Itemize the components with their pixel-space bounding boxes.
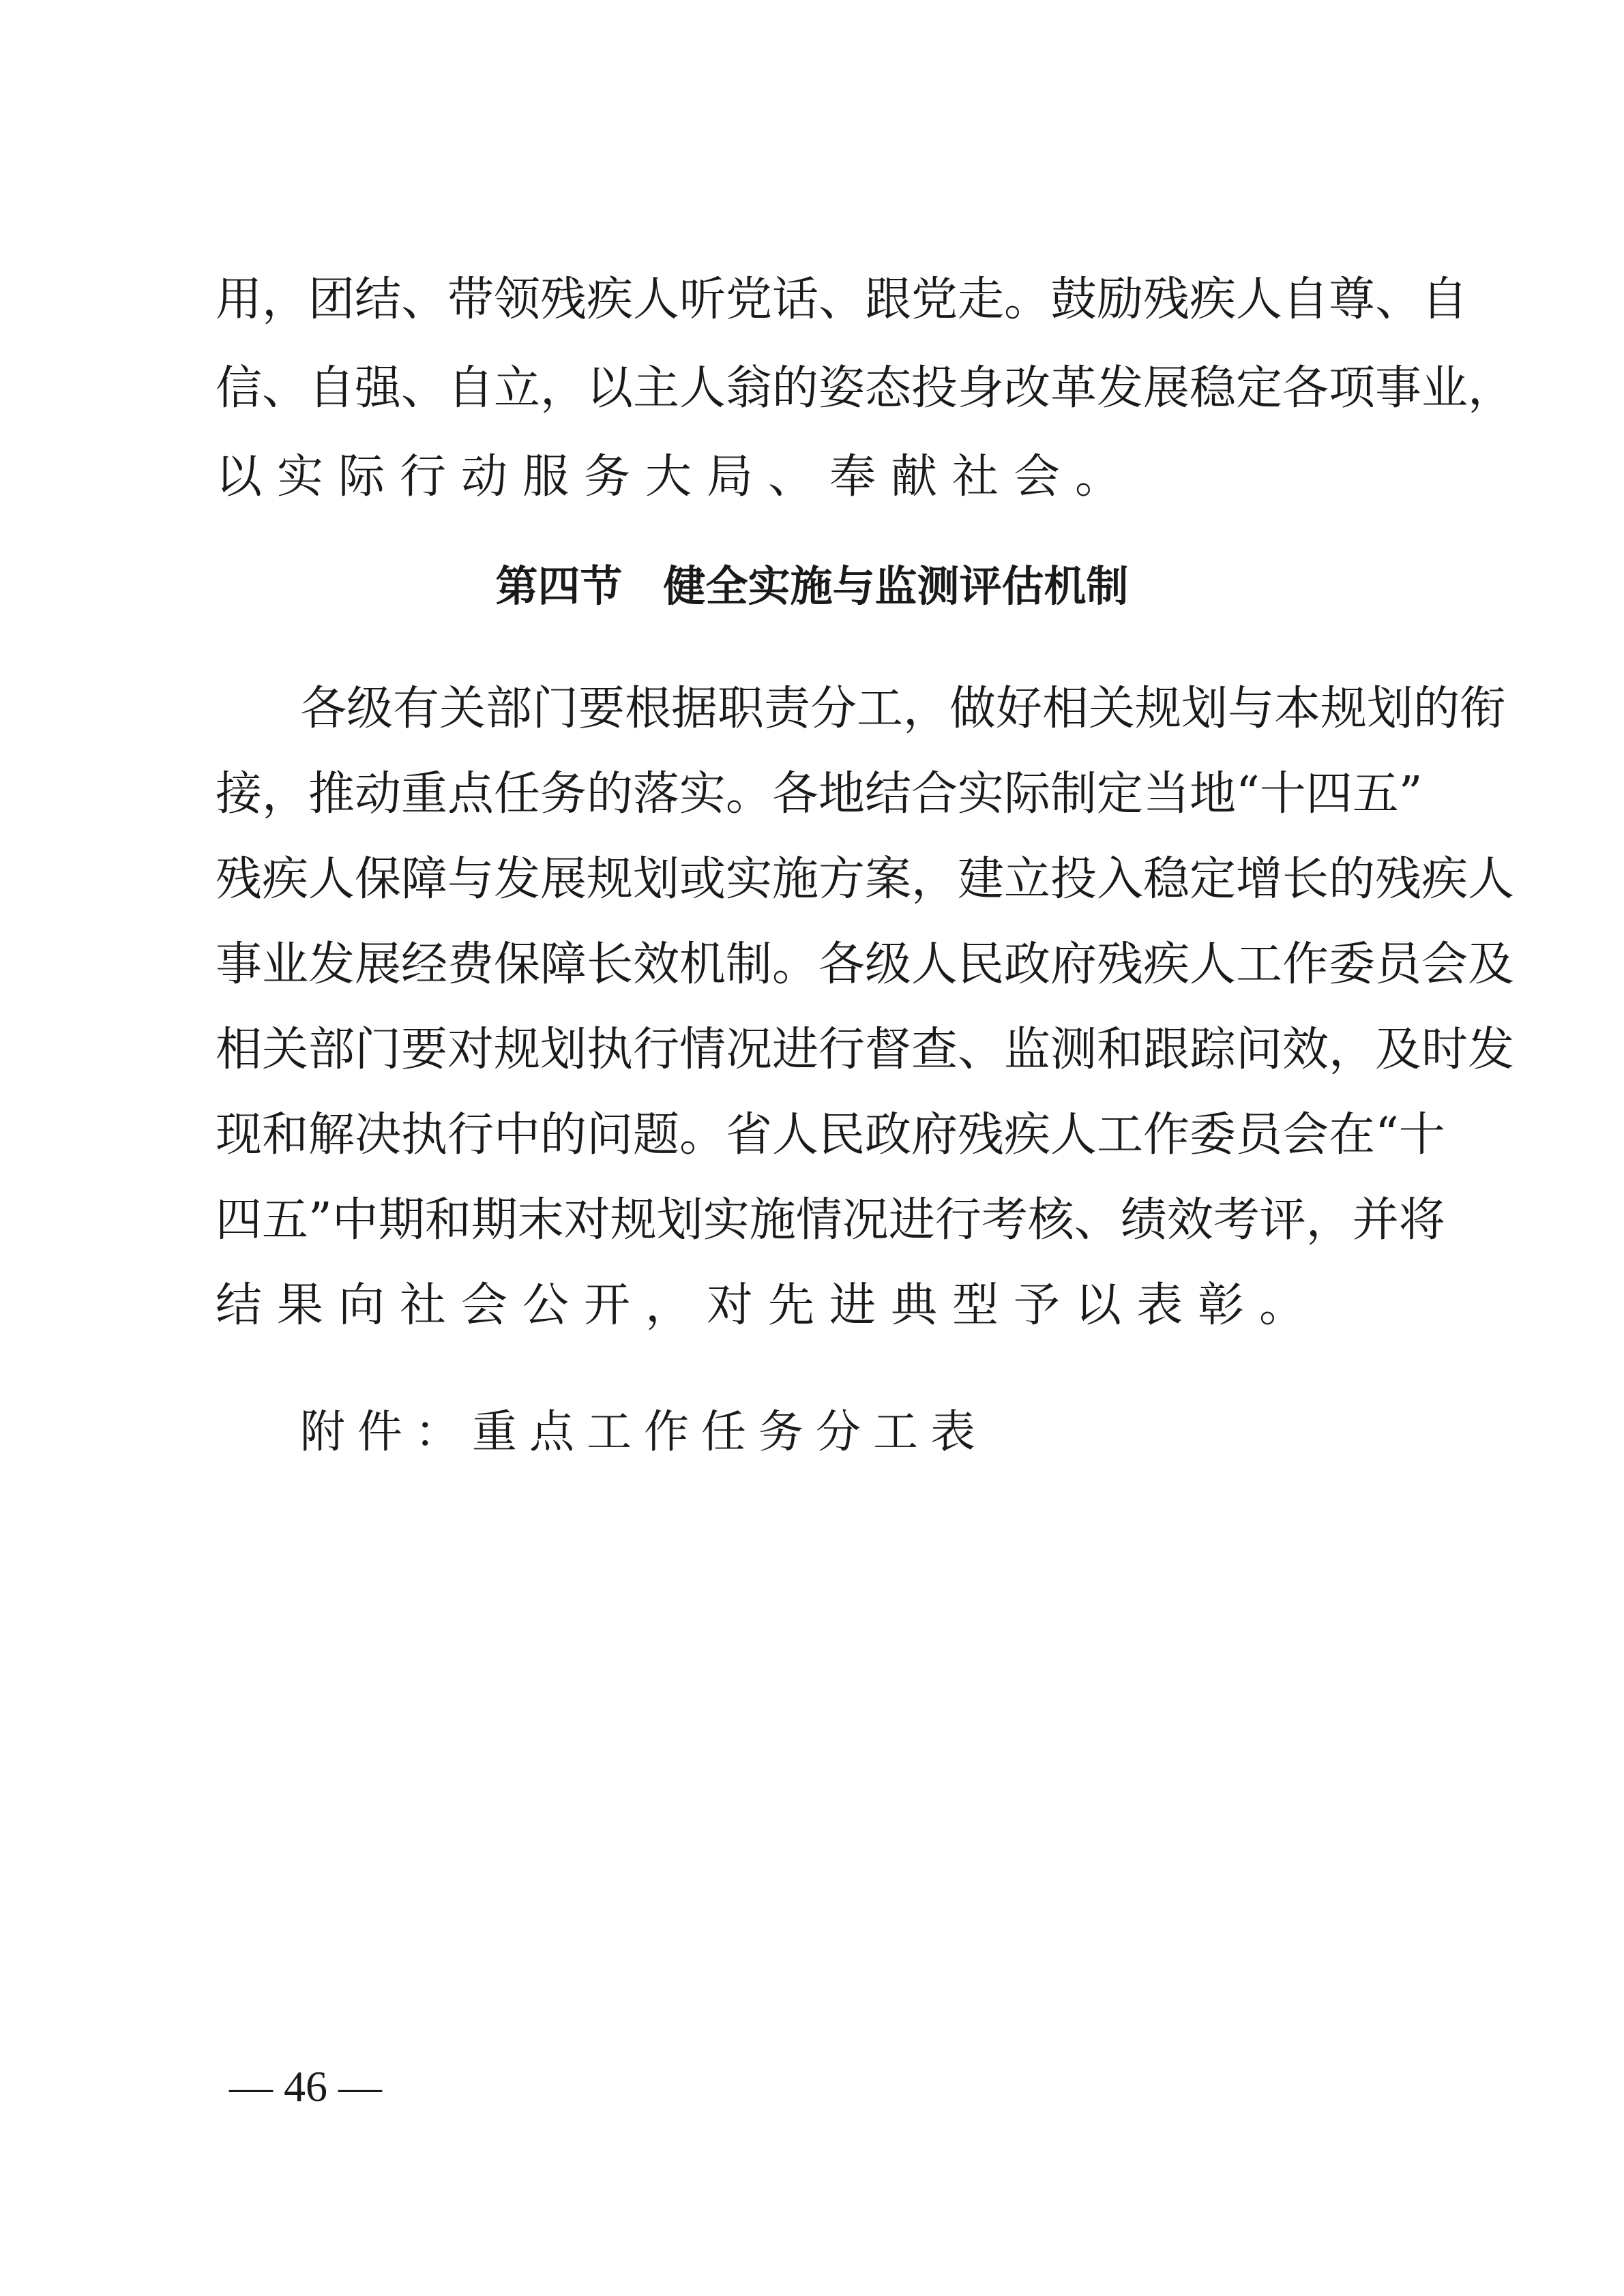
- section-number: 第四节: [495, 561, 623, 611]
- body-text-line: 以实际行动服务大局、奉献社会。: [216, 450, 1137, 504]
- body-text-line: 接，推动重点任务的落实。各地结合实际制定当地“十四五”: [216, 767, 1423, 821]
- section-heading: [0, 546, 1624, 627]
- body-text-line: 结果向社会公开，对先进典型予以表彰。: [216, 1279, 1321, 1332]
- body-text-line: 信、自强、自立，以主人翁的姿态投身改革发展稳定各项事业，: [216, 361, 1515, 415]
- attachment-note: 附件：重点工作任务分工表: [300, 1405, 988, 1458]
- body-text-line: 四五”中期和期末对规划实施情况进行考核、绩效考评，并将: [216, 1193, 1445, 1247]
- body-text-line: 残疾人保障与发展规划或实施方案，建立投入稳定增长的残疾人: [216, 852, 1515, 906]
- page-number: — 46 —: [229, 2062, 382, 2111]
- body-text-line: 事业发展经费保障长效机制。各级人民政府残疾人工作委员会及: [216, 938, 1515, 992]
- section-title: 健全实施与监测评估机制: [663, 561, 1129, 611]
- body-text-line: 现和解决执行中的问题。省人民政府残疾人工作委员会在“十: [216, 1108, 1445, 1162]
- body-text-line: 用，团结、带领残疾人听党话、跟党走。鼓励残疾人自尊、自: [216, 273, 1468, 327]
- body-text-line: 相关部门要对规划执行情况进行督查、监测和跟踪问效，及时发: [216, 1023, 1515, 1077]
- body-text-line: 各级有关部门要根据职责分工，做好相关规划与本规划的衔: [300, 682, 1507, 736]
